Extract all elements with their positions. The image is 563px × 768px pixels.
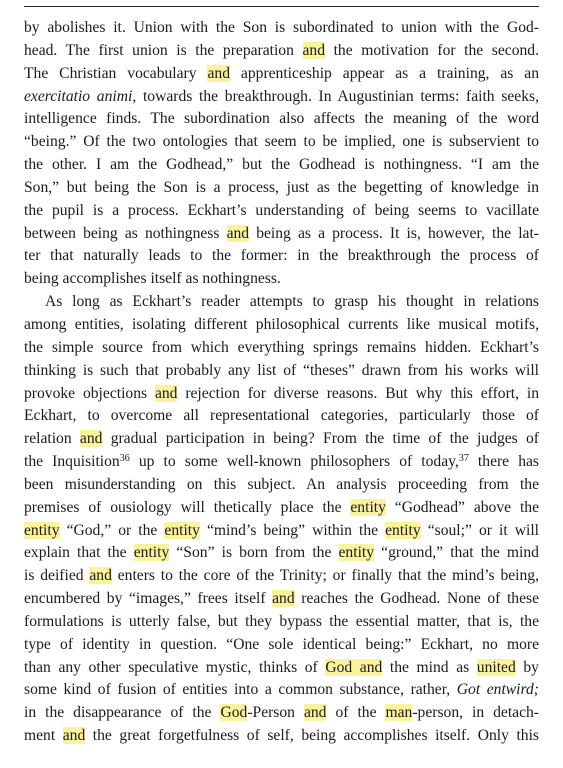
text-segment: -person, in detach-	[412, 704, 539, 722]
text-segment: gradual participation in being? From the time of the judges of	[102, 430, 539, 448]
text-segment: provoke objections	[24, 384, 155, 402]
highlighted-word: God	[220, 704, 248, 722]
text-line	[24, 542, 539, 565]
text-segment: Got entwird;	[456, 681, 539, 699]
text-segment: the motivation for the second.	[325, 41, 539, 59]
text-segment: thinking is such that probably any list of “theses” drawn from his works will	[24, 361, 539, 379]
text-segment: type of identity in question. “One sole identical being:” Eckhart, no more	[24, 635, 539, 653]
highlighted-word: entity	[164, 521, 200, 539]
text-line	[24, 154, 539, 177]
text-line	[24, 17, 539, 40]
text-segment: up to some well-known philosophers of today,	[129, 453, 459, 471]
highlighted-word: and	[303, 704, 327, 722]
text-segment: the other. I am the Godhead,” but the Godhead is nothingness. “I am the	[24, 156, 539, 174]
text-segment: ter that naturally leads to the former: in the breakthrough the process of	[24, 247, 539, 265]
text-line	[24, 268, 539, 291]
text-line	[24, 588, 539, 611]
highlighted-word: God and	[325, 658, 383, 676]
text-segment: there has	[468, 453, 539, 471]
text-segment: Eckhart, to overcome all representational categories, particularly those of	[24, 407, 539, 425]
text-segment: among entities, isolating different philosophical currents like musical motifs,	[24, 315, 539, 333]
footnote-ref[interactable]: 36	[119, 453, 130, 465]
text-segment: enters to the core of the Trinity; or finally that the mind’s being,	[111, 567, 539, 585]
paragraph	[24, 291, 539, 748]
highlighted-word: man	[385, 704, 413, 722]
body-text	[24, 17, 539, 748]
highlighted-word: entity	[338, 544, 375, 562]
text-line	[24, 40, 539, 63]
text-line	[24, 63, 539, 86]
text-segment: the simple source from which everything springs remains hidden. Eckhart’s	[24, 338, 539, 356]
text-segment: “Godhead” above the	[385, 498, 539, 516]
text-line	[24, 725, 539, 748]
text-line	[24, 474, 539, 497]
text-segment: the pupil is a process. Eckhart’s understanding of being seems to vacillate	[24, 201, 539, 219]
text-line	[24, 223, 539, 246]
highlighted-word: and	[207, 64, 230, 82]
text-segment: by abolishes it. Union with the Son is subordinated to union with the God-	[24, 19, 539, 36]
text-segment: been misunderstanding on this subject. An analysis proceeding from the	[24, 475, 539, 493]
text-segment: “mind’s being” within the	[199, 521, 386, 539]
text-segment: the great forgetfulness of self, being accomplishes itself. Only this	[85, 727, 539, 745]
highlighted-word: and	[79, 430, 103, 448]
text-segment: in the disappearance of the	[24, 704, 221, 722]
text-line	[24, 383, 539, 406]
text-segment: As long as Eckhart’s reader attempts to grasp his thought in relations	[45, 293, 539, 311]
text-segment: head. The first union is the preparation	[24, 41, 303, 59]
text-line	[24, 245, 539, 268]
text-segment: ment	[24, 727, 63, 745]
text-line	[24, 86, 539, 109]
highlighted-word: entity	[133, 544, 170, 562]
footnote-ref[interactable]: 37	[458, 453, 469, 465]
text-line	[24, 131, 539, 154]
text-segment: than any other speculative mystic, thinks of	[24, 658, 326, 676]
text-segment: “Son” is born from the	[169, 544, 339, 562]
text-line	[24, 657, 539, 680]
text-line	[24, 679, 539, 702]
text-line	[24, 634, 539, 657]
highlighted-word: entity	[350, 498, 386, 516]
text-segment: being as a process. It is, however, the lat-	[249, 224, 540, 242]
text-segment: intelligence finds. The subordination also affects the meaning of the word	[24, 110, 539, 128]
text-segment: is deified	[24, 567, 90, 585]
text-line	[24, 451, 539, 474]
text-segment: apprenticeship appear as a training, as an	[230, 64, 539, 82]
text-segment: , towards the breakthrough. In Augustinian terms: faith seeks,	[132, 87, 539, 105]
text-line	[24, 405, 539, 428]
text-line	[24, 611, 539, 634]
text-segment: by	[515, 658, 539, 676]
highlighted-word: entity	[385, 521, 421, 539]
text-segment: “soul;” or it will	[420, 521, 539, 539]
text-line	[24, 314, 539, 337]
highlighted-word: and	[272, 590, 295, 608]
text-line	[24, 337, 539, 360]
text-segment: The Christian vocabulary	[24, 64, 208, 82]
text-segment: encumbered by “images,” frees itself	[24, 590, 273, 608]
text-segment: being accomplishes itself as nothingness.	[24, 270, 281, 288]
text-line	[24, 428, 539, 451]
text-segment: premises of ousiology will thetically place the	[24, 498, 351, 516]
highlighted-word: entity	[24, 521, 60, 539]
highlighted-word: and	[226, 224, 250, 242]
paragraph	[24, 17, 539, 291]
text-segment: explain that the	[24, 544, 134, 562]
text-segment: reaches the Godhead. None of these	[294, 590, 539, 608]
text-line	[24, 291, 539, 314]
text-line	[24, 108, 539, 131]
text-segment: between being as nothingness	[24, 224, 227, 242]
text-segment: the mind as	[382, 658, 477, 676]
top-rule	[24, 6, 539, 7]
text-segment: some kind of fusion of entities into a common substance, rather,	[24, 681, 457, 699]
text-segment: exercitatio animi	[24, 87, 133, 105]
text-line	[24, 520, 539, 543]
text-segment: “being.” Of the two ontologies that seem to be implied, one is subservient to	[24, 133, 539, 151]
text-line	[24, 200, 539, 223]
highlighted-word: and	[62, 727, 86, 745]
text-segment: Son,” but being the Son is a process, just as the begetting of knowledge in	[24, 178, 539, 196]
text-segment: formulations is utterly false, but they bypass the essential matter, that is, the	[24, 612, 539, 630]
text-line	[24, 702, 539, 725]
text-segment: relation	[24, 430, 80, 448]
highlighted-word: united	[476, 658, 516, 676]
text-segment: “ground,” that the mind	[374, 544, 539, 562]
text-segment: the Inquisition	[24, 453, 120, 471]
text-segment: rejection for diverse reasons. But why this effort, in	[177, 384, 539, 402]
text-segment: “God,” or the	[59, 521, 165, 539]
highlighted-word: and	[154, 384, 178, 402]
text-line	[24, 565, 539, 588]
text-line	[24, 360, 539, 383]
text-line	[24, 177, 539, 200]
highlighted-word: and	[302, 41, 326, 59]
text-segment: -Person	[247, 704, 304, 722]
highlighted-word: and	[89, 567, 112, 585]
text-segment: of the	[326, 704, 386, 722]
text-line	[24, 497, 539, 520]
